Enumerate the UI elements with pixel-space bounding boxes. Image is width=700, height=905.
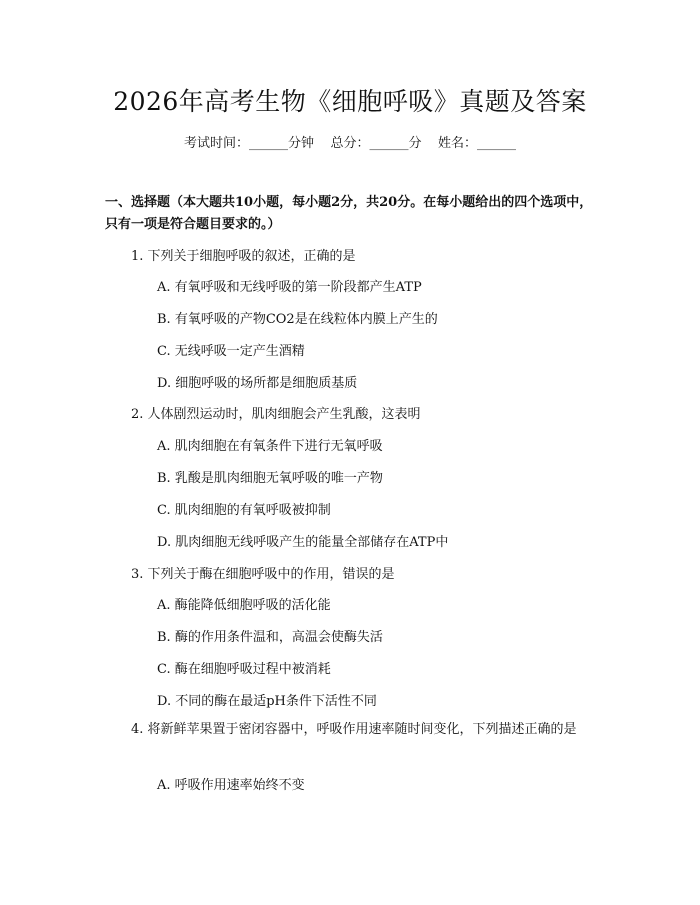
question-option: C. 无线呼吸一定产生酒精: [157, 344, 305, 359]
question-option: C. 酶在细胞呼吸过程中被消耗: [157, 662, 331, 677]
question-stem: 1. 下列关于细胞呼吸的叙述，正确的是: [131, 249, 356, 264]
question-option: B. 酶的作用条件温和，高温会使酶失活: [157, 630, 383, 645]
question-option: A. 肌肉细胞在有氧条件下进行无氧呼吸: [157, 439, 383, 454]
question-option: D. 不同的酶在最适pH条件下活性不同: [157, 694, 377, 709]
question-option: B. 有氧呼吸的产物CO2是在线粒体内膜上产生的: [157, 312, 438, 327]
question-option: A. 有氧呼吸和无线呼吸的第一阶段都产生ATP: [157, 280, 422, 295]
question-option: D. 肌肉细胞无线呼吸产生的能量全部储存在ATP中: [157, 535, 449, 550]
question-stem: 2. 人体剧烈运动时，肌肉细胞会产生乳酸，这表明: [131, 407, 421, 422]
question-option: A. 呼吸作用速率始终不变: [157, 778, 305, 793]
page-title: 2026年高考生物《细胞呼吸》真题及答案: [113, 87, 587, 116]
question-option: A. 酶能降低细胞呼吸的活化能: [157, 598, 331, 613]
section-heading: 一、选择题（本大题共10小题，每小题2分，共20分。在每小题给出的四个选项中，只有一项是符合题目要求的。）: [105, 195, 593, 232]
question-option: C. 肌肉细胞的有氧呼吸被抑制: [157, 503, 331, 518]
exam-info-line: 考试时间：______分钟 总分：______分 姓名：______: [183, 136, 517, 151]
question-option: D. 细胞呼吸的场所都是细胞质基质: [157, 376, 358, 391]
question-stem: 4. 将新鲜苹果置于密闭容器中，呼吸作用速率随时间变化，下列描述正确的是: [131, 722, 577, 737]
question-stem: 3. 下列关于酶在细胞呼吸中的作用，错误的是: [131, 567, 395, 582]
question-option: B. 乳酸是肌肉细胞无氧呼吸的唯一产物: [157, 471, 383, 486]
